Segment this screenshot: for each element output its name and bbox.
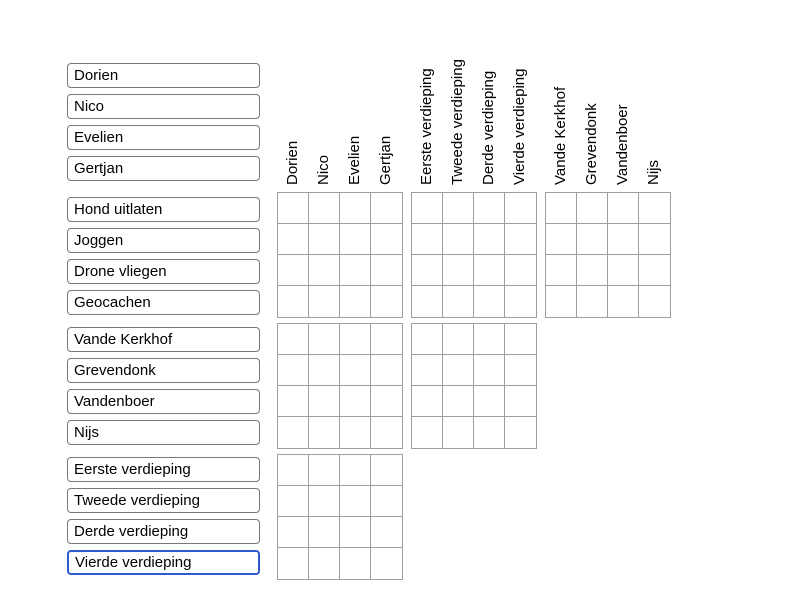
grid-cell[interactable]	[340, 324, 371, 355]
grid-cell[interactable]	[577, 286, 608, 317]
grid-cell[interactable]	[412, 324, 443, 355]
grid-block-activities-floors	[411, 192, 537, 318]
grid-cell[interactable]	[412, 355, 443, 386]
grid-cell[interactable]	[608, 255, 639, 286]
grid-cell[interactable]	[309, 417, 340, 448]
grid-cell[interactable]	[340, 286, 371, 317]
grid-block-activities-surnames	[545, 192, 671, 318]
grid-cell[interactable]	[639, 255, 670, 286]
grid-cell[interactable]	[505, 417, 536, 448]
grid-cell[interactable]	[577, 193, 608, 224]
column-header: Grevendonk	[583, 103, 600, 185]
grid-cell[interactable]	[371, 517, 402, 548]
grid-cell[interactable]	[608, 224, 639, 255]
column-header: Tweede verdieping	[449, 59, 466, 185]
grid-cell[interactable]	[412, 286, 443, 317]
grid-cell[interactable]	[639, 286, 670, 317]
grid-cell[interactable]	[371, 455, 402, 486]
answer-input[interactable]	[67, 327, 260, 352]
grid-cell[interactable]	[309, 193, 340, 224]
column-header: Evelien	[346, 135, 363, 185]
grid-block-surnames-names	[277, 323, 403, 449]
grid-cell[interactable]	[505, 255, 536, 286]
grid-cell[interactable]	[371, 386, 402, 417]
answer-input[interactable]	[67, 488, 260, 513]
grid-block-floors-names	[277, 454, 403, 580]
grid-cell[interactable]	[309, 224, 340, 255]
column-header: Vierde verdieping	[511, 68, 528, 185]
answer-input[interactable]	[67, 389, 260, 414]
grid-block-activities-names	[277, 192, 403, 318]
grid-cell[interactable]	[340, 455, 371, 486]
grid-cell[interactable]	[278, 486, 309, 517]
grid-cell[interactable]	[474, 255, 505, 286]
grid-cell[interactable]	[371, 324, 402, 355]
grid-cell[interactable]	[474, 417, 505, 448]
grid-cell[interactable]	[340, 224, 371, 255]
answer-input-focused[interactable]	[67, 550, 260, 575]
grid-cell[interactable]	[577, 224, 608, 255]
grid-cell[interactable]	[412, 193, 443, 224]
grid-cell[interactable]	[371, 486, 402, 517]
grid-cell[interactable]	[340, 548, 371, 579]
grid-cell[interactable]	[340, 193, 371, 224]
grid-cell[interactable]	[309, 548, 340, 579]
grid-cell[interactable]	[608, 193, 639, 224]
answer-input[interactable]	[67, 94, 260, 119]
answer-input[interactable]	[67, 125, 260, 150]
grid-cell[interactable]	[505, 355, 536, 386]
grid-cell[interactable]	[474, 324, 505, 355]
grid-cell[interactable]	[474, 193, 505, 224]
grid-cell[interactable]	[412, 417, 443, 448]
answer-input[interactable]	[67, 457, 260, 482]
answer-input[interactable]	[67, 290, 260, 315]
answer-input[interactable]	[67, 519, 260, 544]
column-header: Nijs	[645, 160, 662, 185]
grid-cell[interactable]	[340, 486, 371, 517]
answer-input[interactable]	[67, 259, 260, 284]
grid-cell[interactable]	[443, 324, 474, 355]
column-header: Vandenboer	[614, 104, 631, 185]
grid-cell[interactable]	[278, 417, 309, 448]
grid-cell[interactable]	[639, 193, 670, 224]
grid-cell[interactable]	[505, 286, 536, 317]
grid-cell[interactable]	[639, 224, 670, 255]
grid-cell[interactable]	[371, 286, 402, 317]
grid-cell[interactable]	[443, 224, 474, 255]
grid-cell[interactable]	[443, 386, 474, 417]
answer-input[interactable]	[67, 197, 260, 222]
column-header: Vande Kerkhof	[552, 86, 569, 185]
grid-cell[interactable]	[309, 255, 340, 286]
grid-cell[interactable]	[474, 224, 505, 255]
grid-cell[interactable]	[278, 517, 309, 548]
column-header: Eerste verdieping	[418, 68, 435, 185]
grid-cell[interactable]	[278, 286, 309, 317]
grid-cell[interactable]	[443, 417, 474, 448]
grid-cell[interactable]	[577, 255, 608, 286]
grid-cell[interactable]	[278, 224, 309, 255]
column-header: Derde verdieping	[480, 70, 497, 185]
grid-cell[interactable]	[443, 355, 474, 386]
grid-cell[interactable]	[412, 255, 443, 286]
grid-cell[interactable]	[546, 193, 577, 224]
grid-cell[interactable]	[278, 324, 309, 355]
grid-cell[interactable]	[505, 224, 536, 255]
grid-cell[interactable]	[340, 417, 371, 448]
answer-input[interactable]	[67, 63, 260, 88]
grid-cell[interactable]	[371, 355, 402, 386]
answer-input[interactable]	[67, 228, 260, 253]
grid-cell[interactable]	[412, 386, 443, 417]
grid-cell[interactable]	[443, 255, 474, 286]
grid-cell[interactable]	[278, 386, 309, 417]
grid-cell[interactable]	[412, 224, 443, 255]
grid-cell[interactable]	[371, 417, 402, 448]
grid-cell[interactable]	[309, 286, 340, 317]
grid-cell[interactable]	[309, 386, 340, 417]
grid-cell[interactable]	[309, 355, 340, 386]
grid-cell[interactable]	[371, 224, 402, 255]
grid-cell[interactable]	[278, 355, 309, 386]
grid-cell[interactable]	[340, 355, 371, 386]
grid-cell[interactable]	[608, 286, 639, 317]
grid-cell[interactable]	[546, 224, 577, 255]
grid-cell[interactable]	[309, 455, 340, 486]
column-header: Dorien	[284, 140, 301, 185]
grid-cell[interactable]	[340, 386, 371, 417]
grid-cell[interactable]	[340, 255, 371, 286]
grid-cell[interactable]	[278, 548, 309, 579]
grid-cell[interactable]	[309, 517, 340, 548]
answer-input[interactable]	[67, 156, 260, 181]
grid-cell[interactable]	[340, 517, 371, 548]
grid-cell[interactable]	[371, 548, 402, 579]
grid-cell[interactable]	[371, 255, 402, 286]
grid-cell[interactable]	[505, 324, 536, 355]
grid-cell[interactable]	[474, 386, 505, 417]
answer-input[interactable]	[67, 420, 260, 445]
grid-cell[interactable]	[505, 386, 536, 417]
grid-cell[interactable]	[474, 355, 505, 386]
grid-cell[interactable]	[505, 193, 536, 224]
column-header: Gertjan	[377, 135, 394, 185]
answer-input[interactable]	[67, 358, 260, 383]
grid-cell[interactable]	[443, 286, 474, 317]
grid-cell[interactable]	[309, 486, 340, 517]
grid-cell[interactable]	[278, 455, 309, 486]
grid-block-surnames-floors	[411, 323, 537, 449]
grid-cell[interactable]	[443, 193, 474, 224]
grid-cell[interactable]	[371, 193, 402, 224]
column-header: Nico	[315, 154, 332, 185]
grid-cell[interactable]	[474, 286, 505, 317]
grid-cell[interactable]	[278, 193, 309, 224]
grid-cell[interactable]	[546, 255, 577, 286]
grid-cell[interactable]	[309, 324, 340, 355]
grid-cell[interactable]	[278, 255, 309, 286]
grid-cell[interactable]	[546, 286, 577, 317]
